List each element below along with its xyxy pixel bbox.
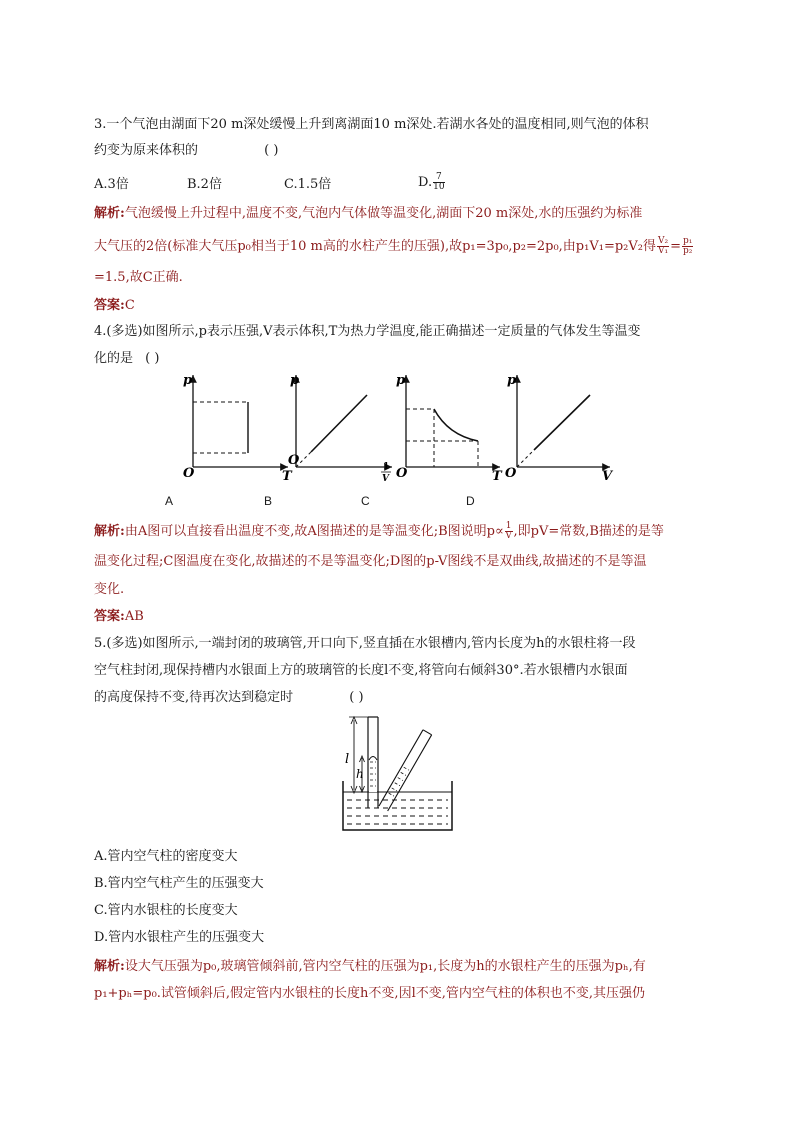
graph-b [288,373,392,483]
q3-answer-paren: ( ) [264,143,279,158]
graph-c-p: p [396,373,406,388]
q3-frac1-den: V₁ [657,246,669,256]
graph-d-p: p [507,373,517,388]
q3-stem-text: 约变为原来体积的 [94,143,199,158]
q3-frac1-num: V₂ [657,236,669,246]
q5-analysis-line2: p₁+pₕ=p₀.试管倾斜后,假定管内水银柱的长度h不变,因l不变,管内空气柱的体积也不变,其压强仍 [94,986,645,1001]
q4-analysis-line2: 温变化过程;C图温度在变化,故描述的不是等温变化;D图的p-V图线不是双曲线,故描述的不是等温 [94,554,647,569]
q4-analysis-text1b: ,即pV=常数,B描述的是等 [513,524,664,539]
q4-frac-den: V [505,531,512,541]
q3-analysis-text2: 大气压的2倍(标准大气压p₀相当于10 m高的水柱产生的压强),故p₁=3p₀,p₂=2p₀,由p₁V₁=p₂V₂得 [94,239,656,254]
q3-analysis-line3: =1.5,故C正确. [94,270,183,285]
fig-label-h: h [356,767,364,781]
q3-stem-line1: 3.一个气泡由湖面下20 m深处缓慢上升到离湖面10 m深处.若湖水各处的温度相同,则气泡的体积 [94,117,649,132]
graph-a-p: p [183,373,193,388]
q3-frac2-den: p₂ [682,246,693,256]
q3-option-d-num: 7 [433,173,444,183]
q4-answer-paren: ( ) [145,351,160,366]
fig-label-l: l [345,752,350,767]
q3-option-d-fraction [433,173,444,192]
q5-stem-line1: 5.(多选)如图所示,一端封闭的玻璃管,开口向下,竖直插在水银槽内,管内长度为h的水银柱将一段 [94,636,636,651]
q4-frac-num: 1 [505,521,512,531]
q3-analysis-line1 [94,204,642,224]
q3-analysis-text1: 气泡缓慢上升过程中,温度不变,气泡内气体做等温变化,湖面下20 m深处,水的压强约为标准 [124,206,643,221]
q3-option-d [418,173,446,193]
q3-analysis-frac1 [657,237,669,256]
q3-analysis-line2 [94,237,694,257]
q4-analysis-text1a: 由A图可以直接看出温度不变,故A图描述的是等温变化;B图说明p∝ [124,524,504,539]
q4-answer-line [94,607,144,627]
q3-answer-line [94,296,135,316]
graph-label-d: D [466,494,475,508]
graph-b-o: O [288,453,300,468]
graph-a-t: T [282,469,292,483]
q5-stem-line2: 空气柱封闭,现保持槽内水银面上方的玻璃管的长度l不变,将管向右倾斜30°.若水银槽内水银面 [94,663,628,678]
q3-stem-line2 [94,141,278,161]
q3-answer-label: 答案: [94,298,125,313]
q5-option-c: C.管内水银柱的长度变大 [94,903,238,918]
graph-label-a: A [165,494,174,508]
graph-c-t: T [492,469,502,483]
graph-a-o: O [183,466,195,481]
q4-stem-line2 [94,349,159,369]
graph-b-v: V [382,474,389,483]
q5-analysis-text1: 设大气压强为p₀,玻璃管倾斜前,管内空气柱的压强为p₁,长度为h的水银柱产生的压强为pₕ,有 [124,959,646,974]
q4-graphs [170,368,630,483]
q4-analysis-line1 [94,522,664,542]
q5-option-a: A.管内空气柱的密度变大 [94,849,238,864]
q3-frac2-num: p₁ [682,236,693,246]
graph-label-b: B [264,494,273,508]
q3-answer-value: C [124,298,135,313]
q4-stem-line1: 4.(多选)如图所示,p表示压强,V表示体积,T为热力学温度,能正确描述一定质量的气体发生等温变 [94,324,641,339]
q3-analysis-eq: = [670,239,681,254]
q5-option-b: B.管内空气柱产生的压强变大 [94,876,264,891]
q3-option-a: A.3倍 [94,177,129,192]
graph-a [183,373,293,483]
q3-option-d-den: 10 [433,182,445,192]
graph-c [396,373,503,483]
q5-answer-paren: ( ) [349,690,364,705]
q5-tube-figure [335,708,460,838]
q4-answer-label: 答案: [94,609,125,624]
graph-d [505,373,614,483]
q3-option-c: C.1.5倍 [284,177,332,192]
q4-analysis-frac [505,522,513,541]
q3-analysis-label: 解析: [94,206,125,221]
graph-label-c: C [361,494,370,508]
q3-option-d-label: D. [418,175,433,190]
q5-stem-text: 的高度保持不变,待再次达到稳定时 [94,690,294,705]
graph-b-1: 1 [383,462,390,472]
graph-d-o: O [505,466,517,481]
graph-b-p: p [290,373,300,388]
q5-option-d: D.管内水银柱产生的压强变大 [94,930,265,945]
q4-analysis-line3: 变化. [94,582,125,597]
q4-stem-text: 化的是 [94,351,134,366]
q5-analysis-label: 解析: [94,959,125,974]
graph-c-o: O [396,466,408,481]
q4-answer-value: AB [124,609,144,624]
graph-d-v: V [602,469,613,483]
q5-analysis-line1 [94,957,646,977]
q3-option-b: B.2倍 [187,177,222,192]
q4-analysis-label: 解析: [94,524,125,539]
q5-stem-line3 [94,688,364,708]
q3-analysis-frac2 [682,237,693,256]
